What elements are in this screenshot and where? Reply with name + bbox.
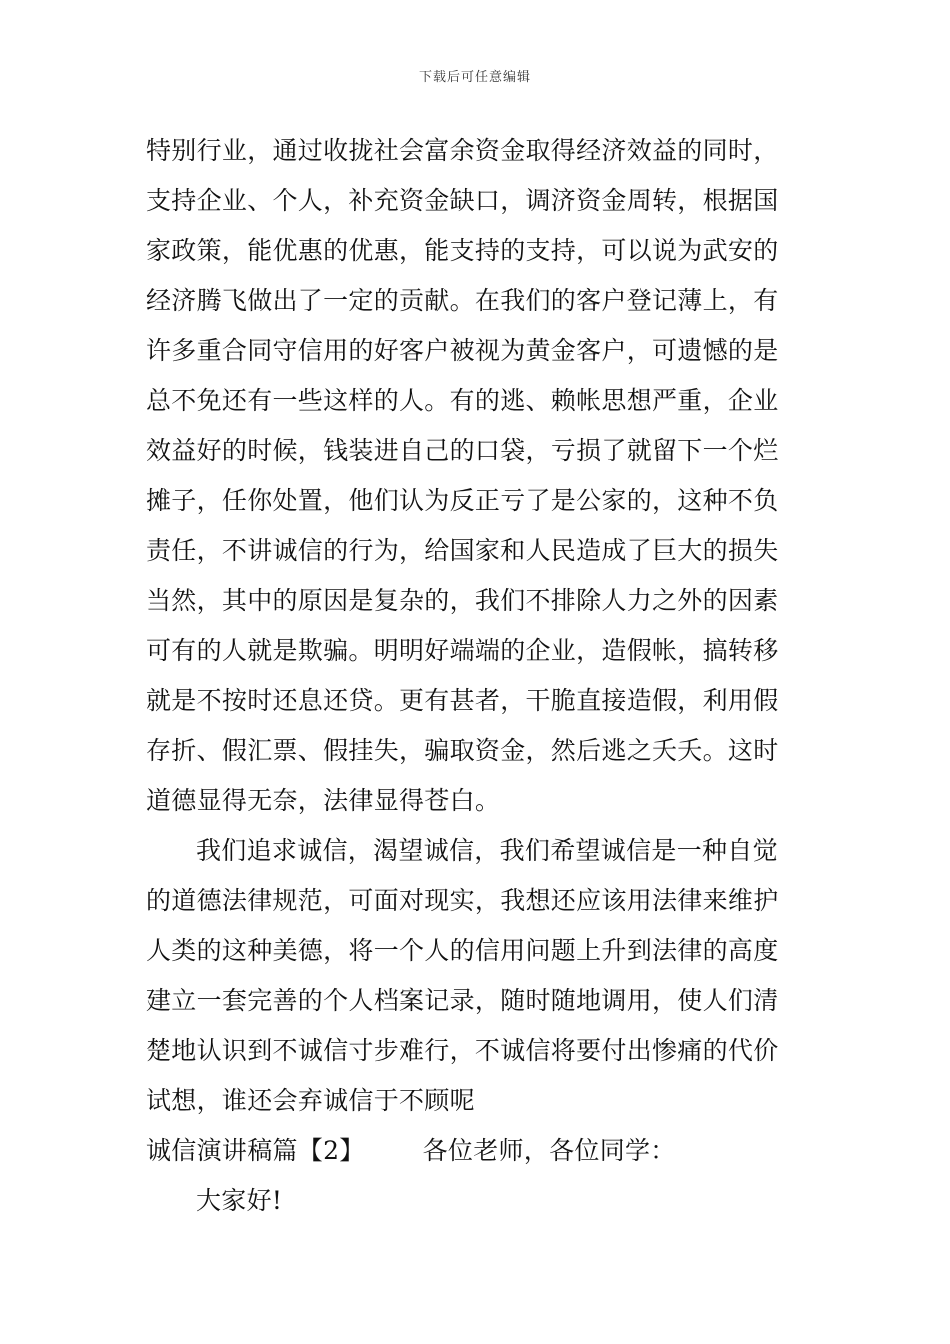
page-header-note: 下载后可任意编辑 [418,70,531,85]
section-heading-line [146,1126,810,1176]
text-line: 楚地认识到不诚信寸步难行，不诚信将要付出惨痛的代价 [146,1036,779,1065]
text-line: 存折、假汇票、假挂失，骗取资金，然后逃之夭夭。这时 [146,736,779,765]
text-line: 家政策，能优惠的优惠，能支持的支持，可以说为武安的 [146,236,779,265]
text-line: 当然，其中的原因是复杂的，我们不排除人力之外的因素 [146,586,779,615]
text-line: 建立一套完善的个人档案记录，随时随地调用，使人们清 [146,986,779,1015]
text-line: 摊子，任你处置，他们认为反正亏了是公家的，这种不负 [146,486,779,515]
text-line: 可有的人就是欺骗。明明好端端的企业，造假帐，搞转移 [146,636,779,665]
text-line: 道德显得无奈，法律显得苍白。 [146,786,501,815]
text-line: 许多重合同守信用的好客户被视为黄金客户，可遗憾的是 [146,336,779,365]
salutation: 各位老师，各位同学： [422,1136,676,1165]
document-body [146,126,810,1226]
section-title: 诚信演讲稿篇【2】 [146,1136,365,1165]
text-line: 试想，谁还会弃诚信于不顾呢 [146,1086,475,1115]
text-line: 责任，不讲诚信的行为，给国家和人民造成了巨大的损失 [146,536,779,565]
text-line: 的道德法律规范，可面对现实，我想还应该用法律来维护 [146,886,779,915]
text-line: 支持企业、个人，补充资金缺口，调济资金周转，根据国 [146,186,779,215]
greeting: 大家好! [196,1186,283,1215]
text-line: 人类的这种美德，将一个人的信用问题上升到法律的高度 [146,936,779,965]
text-line: 我们追求诚信，渴望诚信，我们希望诚信是一种自觉 [196,836,778,865]
text-line: 就是不按时还息还贷。更有甚者，干脆直接造假，利用假 [146,686,779,715]
paragraph-2 [146,826,810,1126]
text-line: 效益好的时候，钱装进自己的口袋，亏损了就留下一个烂 [146,436,779,465]
text-line: 总不免还有一些这样的人。有的逃、赖帐思想严重，企业 [146,386,779,415]
paragraph-1 [146,126,810,826]
text-line: 特别行业，通过收拢社会富余资金取得经济效益的同时， [146,136,779,165]
text-line: 经济腾飞做出了一定的贡献。在我们的客户登记薄上，有 [146,286,779,315]
